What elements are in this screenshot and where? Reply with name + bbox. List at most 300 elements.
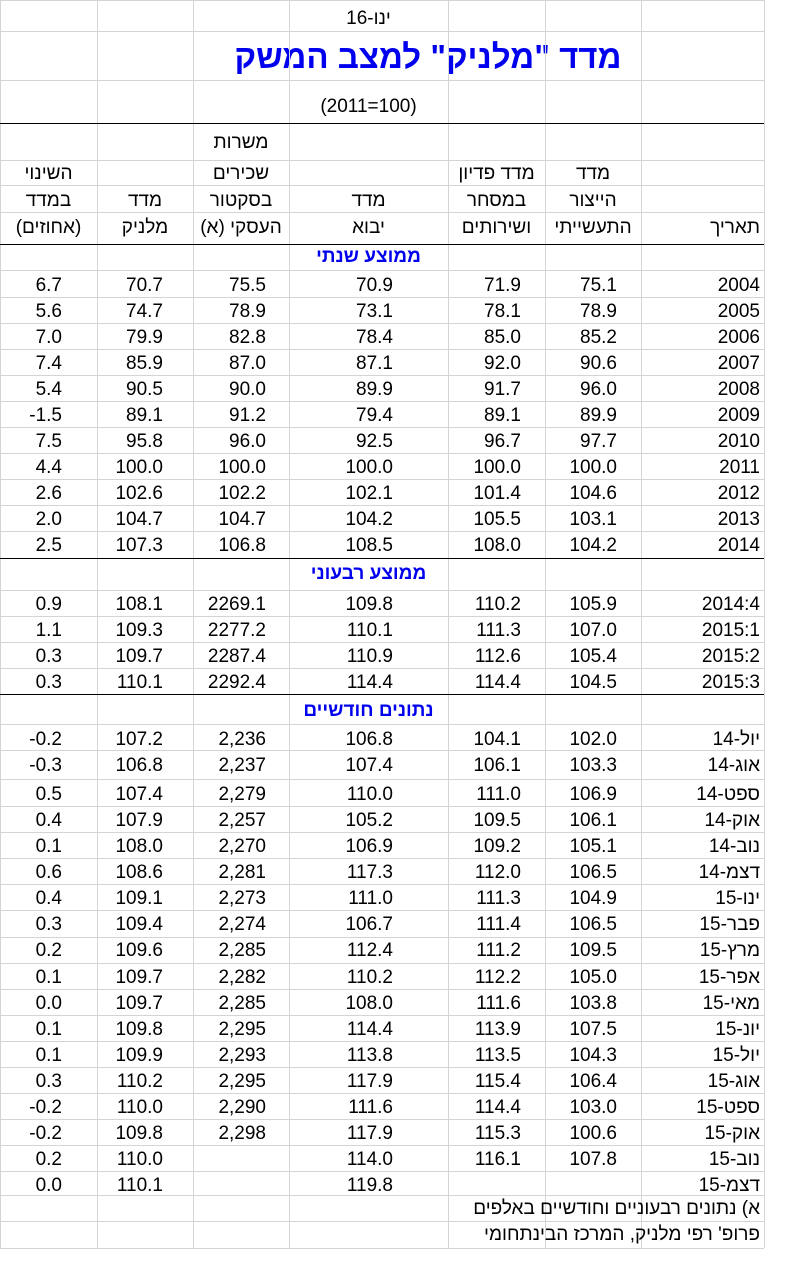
row-value-cell: 1.1 bbox=[35, 620, 62, 641]
row-value-cell: 89.1 bbox=[126, 405, 163, 426]
row-date-cell: 2015:2 bbox=[701, 646, 760, 667]
table-row bbox=[0, 888, 764, 910]
row-value-cell: 108.0 bbox=[115, 836, 163, 857]
row-value-cell: 114.4 bbox=[474, 672, 521, 693]
table-row bbox=[0, 405, 764, 427]
row-value-cell: 106.7 bbox=[345, 914, 393, 935]
row-value-cell: 71.9 bbox=[484, 275, 521, 296]
grid-row-line bbox=[0, 806, 764, 807]
row-value-cell: -1.5 bbox=[29, 405, 62, 426]
grid-row-line bbox=[0, 724, 764, 725]
base-year-note: (2011=100) bbox=[320, 96, 417, 117]
grid-row-line bbox=[0, 884, 764, 885]
row-value-cell: 91.2 bbox=[229, 405, 266, 426]
table-row bbox=[0, 1097, 764, 1119]
row-value-cell: 109.9 bbox=[115, 1045, 163, 1066]
row-value-cell: 89.9 bbox=[580, 405, 617, 426]
row-value-cell: 2,295 bbox=[218, 1071, 266, 1092]
row-value-cell: 114.4 bbox=[346, 672, 393, 693]
row-value-cell: 111.3 bbox=[476, 620, 521, 641]
row-value-cell: 105.5 bbox=[473, 509, 521, 530]
column-header-line: העסקי (א) bbox=[200, 217, 282, 238]
row-value-cell: 102.6 bbox=[115, 483, 163, 504]
row-value-cell: 109.8 bbox=[115, 1019, 163, 1040]
row-value-cell: 110.1 bbox=[116, 1175, 163, 1196]
row-value-cell: 90.0 bbox=[229, 379, 266, 400]
row-value-cell: 117.9 bbox=[346, 1123, 393, 1144]
row-value-cell: 108.0 bbox=[345, 993, 393, 1014]
grid-row-line bbox=[0, 0, 764, 1]
row-value-cell: 107.4 bbox=[345, 755, 393, 776]
row-date-cell: 2015:1 bbox=[701, 620, 760, 641]
row-date-cell: נוב-14 bbox=[708, 836, 760, 857]
grid-row-line bbox=[0, 375, 764, 376]
row-value-cell: 115.3 bbox=[474, 1123, 521, 1144]
grid-row-line bbox=[0, 244, 764, 245]
row-value-cell: 109.1 bbox=[115, 888, 163, 909]
row-value-cell: 110.0 bbox=[116, 1097, 163, 1118]
row-date-cell: 2014:4 bbox=[701, 594, 760, 615]
row-value-cell: 107.9 bbox=[115, 810, 163, 831]
column-header-line: השינוי bbox=[24, 163, 73, 184]
table-row bbox=[0, 327, 764, 349]
row-value-cell: 108.6 bbox=[115, 862, 163, 883]
row-date-cell: אפר-15 bbox=[698, 967, 760, 988]
row-value-cell: 105.2 bbox=[345, 810, 393, 831]
row-date-cell: 2009 bbox=[717, 405, 760, 426]
footnote-units: א) נתונים רבעוניים וחודשיים באלפים bbox=[473, 1198, 760, 1219]
table-row bbox=[0, 993, 764, 1015]
grid-column-line bbox=[764, 0, 765, 1248]
row-value-cell: 96.7 bbox=[484, 431, 521, 452]
table-row bbox=[0, 862, 764, 884]
grid-row-line bbox=[0, 590, 764, 591]
grid-row-line bbox=[0, 31, 764, 32]
grid-row-line bbox=[0, 1221, 764, 1222]
row-value-cell: 2,285 bbox=[218, 993, 266, 1014]
row-value-cell: 111.6 bbox=[348, 1097, 393, 1118]
row-value-cell: 106.1 bbox=[473, 755, 521, 776]
row-value-cell: 73.1 bbox=[356, 301, 393, 322]
row-value-cell: 104.2 bbox=[569, 535, 617, 556]
row-date-cell: 2011 bbox=[719, 457, 760, 478]
row-date-cell: מאי-15 bbox=[702, 993, 760, 1014]
table-row bbox=[0, 1175, 764, 1197]
grid-row-line bbox=[0, 505, 764, 506]
column-header-line: במדד bbox=[25, 190, 72, 211]
grid-row-line bbox=[0, 80, 764, 81]
column-header-line: ושירותים bbox=[461, 217, 532, 238]
table-row bbox=[0, 672, 764, 694]
column-header-line: מדד bbox=[575, 163, 611, 184]
table-row bbox=[0, 379, 764, 401]
row-value-cell: 78.1 bbox=[484, 301, 521, 322]
row-value-cell: 78.4 bbox=[356, 327, 393, 348]
column-header-line: מדד bbox=[351, 190, 386, 211]
row-value-cell: 100.0 bbox=[218, 457, 266, 478]
row-value-cell: 0.4 bbox=[35, 888, 62, 909]
row-value-cell: 0.4 bbox=[35, 810, 62, 831]
table-row bbox=[0, 509, 764, 531]
row-value-cell: 119.8 bbox=[346, 1175, 393, 1196]
grid-row-line bbox=[0, 349, 764, 350]
row-value-cell: 2,293 bbox=[218, 1045, 266, 1066]
row-value-cell: 100.0 bbox=[569, 457, 617, 478]
grid-row-line bbox=[0, 123, 764, 124]
row-value-cell: 75.5 bbox=[229, 275, 266, 296]
row-date-cell: ספט-15 bbox=[696, 1097, 760, 1118]
table-row bbox=[0, 646, 764, 668]
row-date-cell: ינו-15 bbox=[715, 888, 760, 909]
row-value-cell: 111.6 bbox=[476, 993, 521, 1014]
row-value-cell: 107.8 bbox=[569, 1149, 617, 1170]
grid-row-line bbox=[0, 1171, 764, 1172]
row-value-cell: 70.9 bbox=[356, 275, 393, 296]
row-value-cell: 6.7 bbox=[35, 275, 62, 296]
grid-row-line bbox=[0, 1119, 764, 1120]
row-value-cell: 2292.4 bbox=[207, 672, 266, 693]
table-row bbox=[0, 836, 764, 858]
grid-row-line bbox=[0, 212, 764, 213]
row-value-cell: 101.4 bbox=[473, 483, 521, 504]
row-value-cell: 78.9 bbox=[229, 301, 266, 322]
row-value-cell: 87.1 bbox=[356, 353, 393, 374]
row-value-cell: 112.4 bbox=[346, 940, 393, 961]
row-value-cell: 111.2 bbox=[476, 940, 521, 961]
table-row bbox=[0, 967, 764, 989]
row-value-cell: 5.6 bbox=[35, 301, 62, 322]
row-value-cell: 104.1 bbox=[473, 729, 521, 750]
row-value-cell: 87.0 bbox=[229, 353, 266, 374]
grid-row-line bbox=[0, 832, 764, 833]
row-value-cell: 0.3 bbox=[35, 646, 62, 667]
row-value-cell: 2269.1 bbox=[207, 594, 266, 615]
row-value-cell: 108.1 bbox=[115, 594, 163, 615]
row-value-cell: 0.1 bbox=[35, 1019, 62, 1040]
row-value-cell: 2,236 bbox=[218, 729, 266, 750]
table-row bbox=[0, 1045, 764, 1067]
row-value-cell: 95.8 bbox=[126, 431, 163, 452]
row-date-cell: דצמ-14 bbox=[698, 862, 760, 883]
row-value-cell: 107.5 bbox=[569, 1019, 617, 1040]
table-row bbox=[0, 1123, 764, 1145]
row-value-cell: 91.7 bbox=[484, 379, 521, 400]
row-value-cell: 2,295 bbox=[218, 1019, 266, 1040]
row-value-cell: 105.4 bbox=[569, 646, 617, 667]
row-value-cell: 0.0 bbox=[35, 1175, 62, 1196]
row-value-cell: 0.3 bbox=[35, 1071, 62, 1092]
column-header-line: (אחוזים) bbox=[15, 217, 82, 238]
row-value-cell: 2277.2 bbox=[207, 620, 266, 641]
row-value-cell: 2,274 bbox=[218, 914, 266, 935]
row-value-cell: 106.9 bbox=[569, 784, 617, 805]
row-date-cell: יול-15 bbox=[712, 1045, 760, 1066]
row-value-cell: 105.9 bbox=[569, 594, 617, 615]
row-value-cell: 107.0 bbox=[569, 620, 617, 641]
row-value-cell: 109.5 bbox=[569, 940, 617, 961]
row-value-cell: 0.1 bbox=[35, 1045, 62, 1066]
table-row bbox=[0, 457, 764, 479]
grid-row-line bbox=[0, 479, 764, 480]
row-value-cell: 2,281 bbox=[218, 862, 266, 883]
row-date-cell: 2013 bbox=[717, 509, 760, 530]
grid-row-line bbox=[0, 616, 764, 617]
grid-row-line bbox=[0, 297, 764, 298]
row-value-cell: 0.1 bbox=[35, 836, 62, 857]
row-value-cell: 114.0 bbox=[346, 1149, 393, 1170]
grid-row-line bbox=[0, 185, 764, 186]
grid-row-line bbox=[0, 160, 764, 161]
row-date-cell: נוב-15 bbox=[708, 1149, 760, 1170]
table-row bbox=[0, 431, 764, 453]
row-value-cell: 103.0 bbox=[569, 1097, 617, 1118]
table-row bbox=[0, 535, 764, 557]
column-header-line: יבוא bbox=[352, 217, 385, 238]
row-value-cell: 110.0 bbox=[116, 1149, 163, 1170]
row-value-cell: 111.3 bbox=[476, 888, 521, 909]
row-value-cell: 111.0 bbox=[476, 784, 521, 805]
row-value-cell: 2.0 bbox=[35, 509, 62, 530]
row-value-cell: 109.8 bbox=[115, 1123, 163, 1144]
row-value-cell: 110.2 bbox=[474, 594, 521, 615]
row-value-cell: 0.6 bbox=[35, 862, 62, 883]
row-value-cell: 110.1 bbox=[346, 620, 393, 641]
row-date-cell: דצמ-15 bbox=[698, 1175, 760, 1196]
row-value-cell: 106.5 bbox=[569, 914, 617, 935]
row-value-cell: 106.4 bbox=[569, 1071, 617, 1092]
row-value-cell: 110.1 bbox=[116, 672, 163, 693]
row-value-cell: 75.1 bbox=[580, 275, 617, 296]
column-header-line: תאריך bbox=[710, 217, 760, 238]
grid-row-line bbox=[0, 910, 764, 911]
row-value-cell: 0.9 bbox=[35, 594, 62, 615]
grid-row-line bbox=[0, 558, 764, 559]
row-value-cell: 113.5 bbox=[474, 1045, 521, 1066]
grid-row-line bbox=[0, 1041, 764, 1042]
row-value-cell: 114.4 bbox=[474, 1097, 521, 1118]
row-value-cell: 109.7 bbox=[115, 967, 163, 988]
row-date-cell: 2006 bbox=[717, 327, 760, 348]
row-date-cell: אוג-15 bbox=[707, 1071, 760, 1092]
row-value-cell: 100.6 bbox=[569, 1123, 617, 1144]
row-value-cell: 117.3 bbox=[346, 862, 393, 883]
row-date-cell: 2008 bbox=[717, 379, 760, 400]
row-value-cell: 108.5 bbox=[345, 535, 393, 556]
row-value-cell: 2,257 bbox=[218, 810, 266, 831]
row-value-cell: 85.0 bbox=[484, 327, 521, 348]
grid-row-line bbox=[0, 427, 764, 428]
row-value-cell: 104.7 bbox=[115, 509, 163, 530]
row-value-cell: 110.2 bbox=[116, 1071, 163, 1092]
row-date-cell: 2015:3 bbox=[701, 672, 760, 693]
table-row bbox=[0, 594, 764, 616]
grid-row-line bbox=[0, 1093, 764, 1094]
row-date-cell: אוק-14 bbox=[704, 810, 760, 831]
column-header-line: במסחר bbox=[466, 190, 527, 211]
row-date-cell: מרץ-15 bbox=[699, 940, 760, 961]
row-value-cell: 111.0 bbox=[348, 888, 393, 909]
row-date-cell: אוק-15 bbox=[704, 1123, 760, 1144]
row-value-cell: 105.0 bbox=[569, 967, 617, 988]
row-value-cell: 89.1 bbox=[484, 405, 521, 426]
row-value-cell: 74.7 bbox=[126, 301, 163, 322]
row-value-cell: 102.2 bbox=[218, 483, 266, 504]
row-value-cell: 104.3 bbox=[569, 1045, 617, 1066]
row-value-cell: 112.6 bbox=[474, 646, 521, 667]
row-value-cell: 109.4 bbox=[115, 914, 163, 935]
row-value-cell: 103.3 bbox=[569, 755, 617, 776]
row-value-cell: 117.9 bbox=[346, 1071, 393, 1092]
row-value-cell: 100.0 bbox=[345, 457, 393, 478]
row-value-cell: 96.0 bbox=[580, 379, 617, 400]
row-value-cell: 2,285 bbox=[218, 940, 266, 961]
row-value-cell: 104.9 bbox=[569, 888, 617, 909]
row-value-cell: 79.4 bbox=[356, 405, 393, 426]
table-row bbox=[0, 620, 764, 642]
row-value-cell: 105.1 bbox=[569, 836, 617, 857]
grid-row-line bbox=[0, 270, 764, 271]
table-row bbox=[0, 810, 764, 832]
table-row bbox=[0, 784, 764, 806]
column-header-line: מלניק bbox=[121, 217, 169, 238]
grid-row-line bbox=[0, 453, 764, 454]
row-value-cell: 106.8 bbox=[115, 755, 163, 776]
table-row bbox=[0, 1149, 764, 1171]
grid-row-line bbox=[0, 668, 764, 669]
row-value-cell: 107.4 bbox=[115, 784, 163, 805]
table-row bbox=[0, 914, 764, 936]
row-value-cell: 92.5 bbox=[356, 431, 393, 452]
section-title-monthly: נתונים חודשיים bbox=[303, 700, 434, 721]
row-value-cell: 111.4 bbox=[476, 914, 521, 935]
table-row bbox=[0, 301, 764, 323]
row-value-cell: 5.4 bbox=[35, 379, 62, 400]
row-value-cell: 104.6 bbox=[569, 483, 617, 504]
row-value-cell: 100.0 bbox=[115, 457, 163, 478]
row-value-cell: 2,237 bbox=[218, 755, 266, 776]
grid-row-line bbox=[0, 989, 764, 990]
table-row bbox=[0, 275, 764, 297]
row-value-cell: 85.9 bbox=[126, 353, 163, 374]
row-value-cell: 78.9 bbox=[580, 301, 617, 322]
grid-row-line bbox=[0, 937, 764, 938]
row-value-cell: 110.2 bbox=[346, 967, 393, 988]
row-value-cell: 100.0 bbox=[473, 457, 521, 478]
column-header-line: הייצור bbox=[569, 190, 617, 211]
page-title: מדד "מלניק" למצב המשק bbox=[234, 38, 622, 75]
row-value-cell: 102.0 bbox=[569, 729, 617, 750]
section-title-annual: ממוצע שנתי bbox=[316, 246, 421, 267]
row-value-cell: 103.1 bbox=[569, 509, 617, 530]
row-value-cell: -0.3 bbox=[29, 755, 62, 776]
table-row bbox=[0, 940, 764, 962]
row-date-cell: יונ-15 bbox=[715, 1019, 760, 1040]
row-value-cell: 97.7 bbox=[580, 431, 617, 452]
row-value-cell: 0.0 bbox=[35, 993, 62, 1014]
grid-row-line bbox=[0, 531, 764, 532]
grid-row-line bbox=[0, 1015, 764, 1016]
row-value-cell: 4.4 bbox=[35, 457, 62, 478]
row-value-cell: 7.4 bbox=[35, 353, 62, 374]
row-value-cell: 2,282 bbox=[218, 967, 266, 988]
row-value-cell: -0.2 bbox=[29, 1123, 62, 1144]
table-row bbox=[0, 1019, 764, 1041]
row-value-cell: 2287.4 bbox=[207, 646, 266, 667]
row-value-cell: 116.1 bbox=[474, 1149, 521, 1170]
row-value-cell: 109.6 bbox=[115, 940, 163, 961]
row-value-cell: 115.4 bbox=[474, 1071, 521, 1092]
row-value-cell: 90.5 bbox=[126, 379, 163, 400]
row-value-cell: 7.0 bbox=[35, 327, 62, 348]
row-value-cell: 104.5 bbox=[569, 672, 617, 693]
row-value-cell: 109.8 bbox=[345, 594, 393, 615]
row-value-cell: 2.5 bbox=[35, 535, 62, 556]
row-value-cell: 113.9 bbox=[474, 1019, 521, 1040]
row-value-cell: -0.2 bbox=[29, 1097, 62, 1118]
footnote-source: פרופ' רפי מלניק, המרכז הבינתחומי bbox=[484, 1224, 760, 1245]
row-date-cell: 2005 bbox=[717, 301, 760, 322]
row-value-cell: 79.9 bbox=[126, 327, 163, 348]
row-value-cell: 0.3 bbox=[35, 914, 62, 935]
section-title-quarterly: ממוצע רבעוני bbox=[310, 563, 427, 584]
grid-row-line bbox=[0, 323, 764, 324]
row-value-cell: 2,273 bbox=[218, 888, 266, 909]
row-value-cell: 109.7 bbox=[115, 993, 163, 1014]
row-date-cell: 2012 bbox=[717, 483, 760, 504]
row-value-cell: 0.2 bbox=[35, 940, 62, 961]
grid-row-line bbox=[0, 1067, 764, 1068]
grid-row-line bbox=[0, 858, 764, 859]
row-value-cell: 108.0 bbox=[473, 535, 521, 556]
row-value-cell: 0.1 bbox=[35, 967, 62, 988]
column-header-line: מדד פדיון bbox=[458, 163, 535, 184]
row-value-cell: 104.2 bbox=[345, 509, 393, 530]
row-value-cell: 89.9 bbox=[356, 379, 393, 400]
row-value-cell: 85.2 bbox=[580, 327, 617, 348]
row-value-cell: 7.5 bbox=[35, 431, 62, 452]
row-value-cell: 2,270 bbox=[218, 836, 266, 857]
row-value-cell: 103.8 bbox=[569, 993, 617, 1014]
table-row bbox=[0, 755, 764, 777]
row-date-cell: 2004 bbox=[717, 275, 760, 296]
grid-row-line bbox=[0, 1248, 764, 1249]
row-value-cell: 0.5 bbox=[35, 784, 62, 805]
row-value-cell: 90.6 bbox=[580, 353, 617, 374]
row-value-cell: 109.2 bbox=[473, 836, 521, 857]
row-value-cell: 109.5 bbox=[473, 810, 521, 831]
row-value-cell: 112.0 bbox=[474, 862, 521, 883]
row-value-cell: 102.1 bbox=[345, 483, 393, 504]
row-date-cell: 2010 bbox=[717, 431, 760, 452]
row-value-cell: 107.3 bbox=[115, 535, 163, 556]
grid-row-line bbox=[0, 963, 764, 964]
row-value-cell: 96.0 bbox=[229, 431, 266, 452]
row-value-cell: 2.6 bbox=[35, 483, 62, 504]
row-value-cell: 107.2 bbox=[115, 729, 163, 750]
row-value-cell: 106.8 bbox=[218, 535, 266, 556]
table-row bbox=[0, 729, 764, 751]
row-value-cell: 110.0 bbox=[346, 784, 393, 805]
row-value-cell: 110.9 bbox=[346, 646, 393, 667]
row-value-cell: 82.8 bbox=[229, 327, 266, 348]
row-value-cell: 113.8 bbox=[346, 1045, 393, 1066]
row-value-cell: 104.7 bbox=[218, 509, 266, 530]
grid-row-line bbox=[0, 642, 764, 643]
row-value-cell: 114.4 bbox=[346, 1019, 393, 1040]
grid-row-line bbox=[0, 401, 764, 402]
row-value-cell: 106.1 bbox=[569, 810, 617, 831]
grid-row-line bbox=[0, 779, 764, 780]
